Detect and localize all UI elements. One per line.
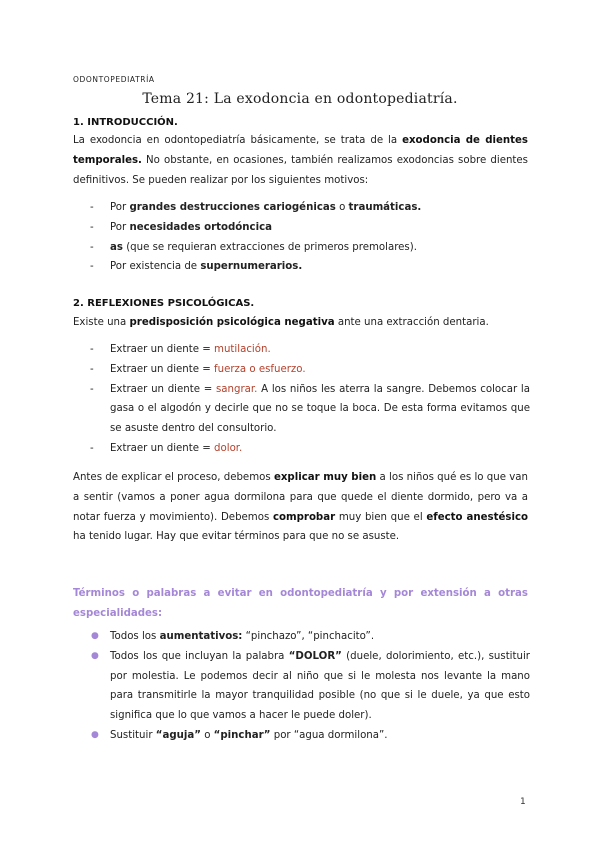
course-label: ODONTOPEDIATRÍA [73,75,155,84]
list-item: - Por existencia de supernumerarios. [90,261,303,273]
list-item: ● Todos los que incluyan la palabra “DOLOR” (duele, dolorimiento, etc.), sustituir por molestia. Le podemos decir al niño que si le molesta nos levante la mano para transmitirle la mayor tranquilidad posible (no que si le duele, ya que esto significa que lo que vamos a hacer le puede doler). [90,647,530,726]
predisposition-paragraph: Existe una predisposición psicológica negativa ante una extracción dentaria. [73,317,489,328]
bullet-dot-icon: ● [91,631,99,641]
bullet-dot-icon: ● [91,729,99,740]
intro-paragraph: La exodoncia en odontopediatría básicamente, se trata de la exodoncia de dientes temporales. No obstante, en ocasiones, también realizamos exodoncias sobre dientes definitivos. Se pueden realizar por los siguientes motivos: [73,135,528,186]
explanation-paragraph: Antes de explicar el proceso, debemos explicar muy bien a los niños qué es lo que van a sentir (vamos a poner agua dormilona para que quede el diente dormido, pero va a notar fuerza y movimiento). Debemos comprobar muy bien que el efecto anestésico ha tenido lugar. Hay que evitar términos para que no se asuste. [73,472,528,543]
page-number: 1 [520,797,526,807]
list-item: - Extraer un diente = mutilación. [90,344,271,355]
associations-list [90,340,530,459]
motives-list [90,198,530,277]
bullet-dot-icon: ● [91,650,99,661]
document-title: Tema 21: La exodoncia en odontopediatría. [142,91,458,107]
section-heading-introduccion: 1. INTRODUCCIÓN. [73,117,178,128]
list-item: - Por necesidades ortodóncica [90,221,272,233]
list-item: ● Sustituir “aguja” o “pinchar” por “agua dormilona”. [90,726,530,746]
list-item: - as (que se requieran extracciones de primeros premolares). [90,241,417,253]
list-item: - Extraer un diente = dolor. [90,442,243,454]
section-heading-reflexiones: 2. REFLEXIONES PSICOLÓGICAS. [73,298,255,309]
list-item: - Por grandes destrucciones cariogénicas o traumáticas. [90,202,422,213]
list-item: - Extraer un diente = sangrar. A los niños les aterra la sangre. Debemos colocar la gasa o el algodón y decirle que no se toque la boca. De esta forma evitamos que se asuste dentro del consultorio. [90,383,530,435]
list-item: ● Todos los aumentativos: “pinchazo”, “pinchacito”. [90,627,530,647]
terms-list [90,627,530,746]
list-item: - Extraer un diente = fuerza o esfuerzo. [90,363,306,375]
terms-heading: Términos o palabras a evitar en odontopediatría y por extensión a otras especialidades: [73,588,528,619]
